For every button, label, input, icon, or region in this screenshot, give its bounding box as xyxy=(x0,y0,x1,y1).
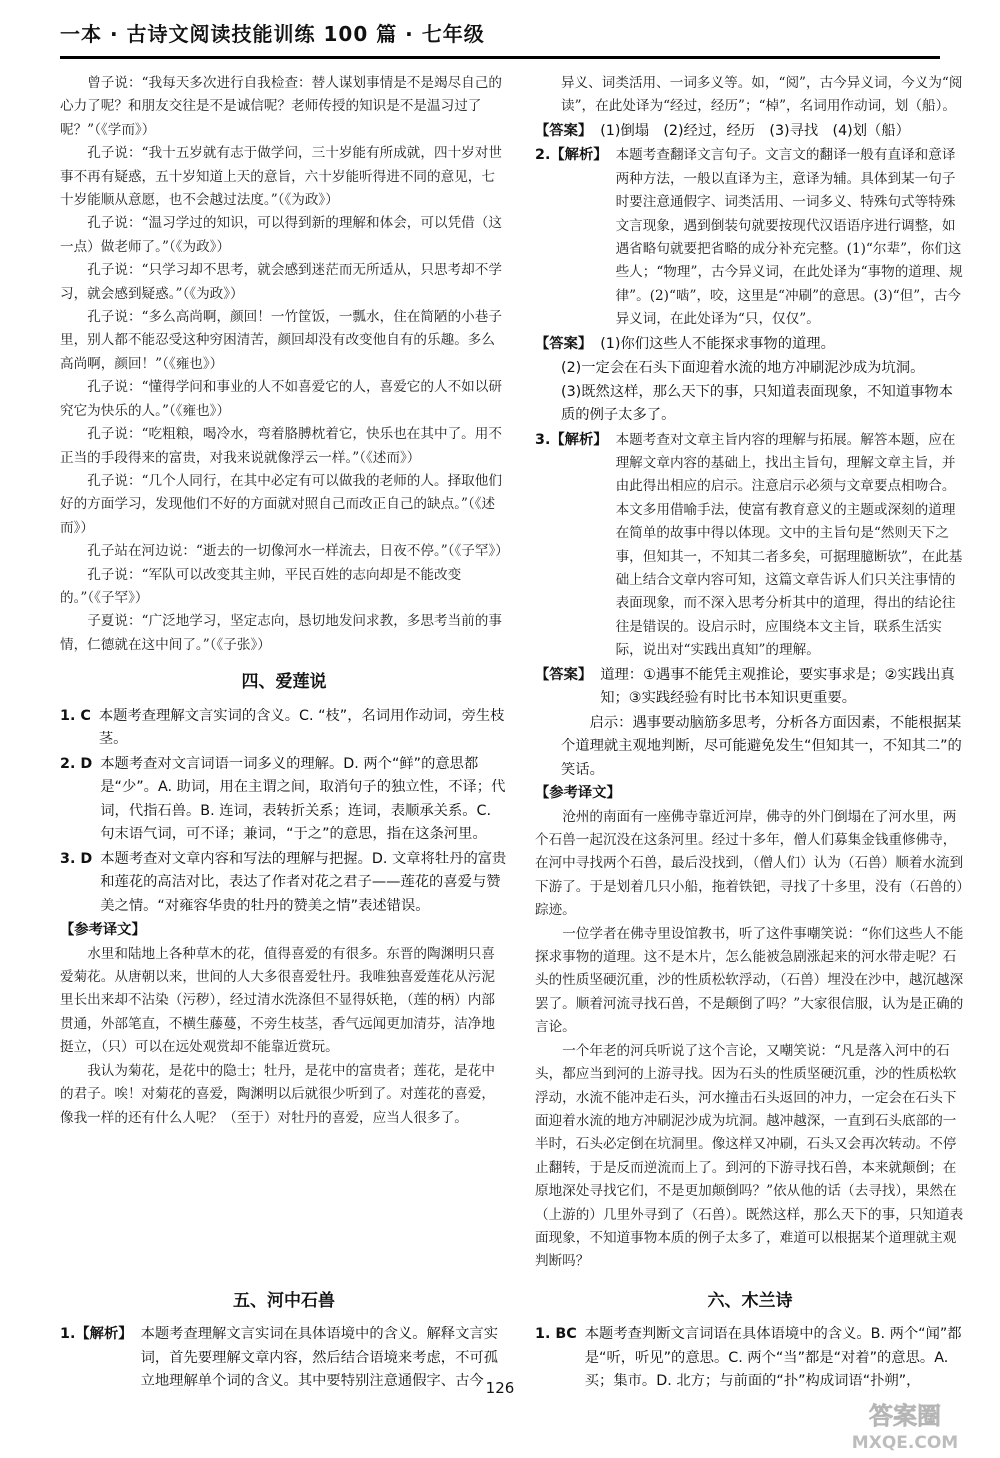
right-column xyxy=(535,72,965,1274)
translation-paragraph: 孔子说：“军队可以改变其主帅，平民百姓的志向却是不能改变的。”（《子罕》） xyxy=(60,566,462,606)
analysis-text: 本题考查判断文言词语在具体语境中的含义。B. 两个“闻”都是“听，听见”的意思。C. 两个“当”都是“对着”的意思。A. 买；集市。D. 北方；与前面的“扑”构成词语“扑朔”， xyxy=(584,1326,962,1389)
translation-paragraph: 孔子说：“吃粗粮，喝冷水，弯着胳膊枕着它，快乐也在其中了。用不正当的手段得来的富贵，对我来说就像浮云一样。”（《述而》） xyxy=(60,426,502,466)
lunyu-translation xyxy=(60,72,508,657)
translation-paragraph: 孔子说：“几个人同行，在其中必定有可以做我的老师的人。择取他们好的方面学习，发现他们不好的方面就对照自己而改正自己的缺点。”（《述而》） xyxy=(60,472,502,536)
translation-paragraph: 我认为菊花，是花中的隐士；牡丹，是花中的富贵者；莲花，是花中的君子。唉！对菊花的喜爱，陶渊明以后就很少听到了。对莲花的喜爱，像我一样的还有什么人呢？（至于）对牡丹的喜爱，应当人很多了。 xyxy=(60,1062,495,1126)
translation-paragraph: 孔子说：“温习学过的知识，可以得到新的理解和体会，可以凭借（这一点）做老师了。”（《为政》） xyxy=(60,215,502,255)
answer-text: (3)既然这样，那么天下的事，只知道表面现象，不知道事物本质的例子太多了。 xyxy=(561,383,953,424)
answer-number: 1. BC xyxy=(535,1326,577,1342)
translation-paragraph: 子夏说：“广泛地学习，坚定志向，恳切地发问求教，多思考当前的事情，仁德就在这中间了。”（《子张》） xyxy=(60,613,502,653)
answer-item xyxy=(535,333,965,357)
answer-number: 2. D xyxy=(60,755,93,772)
reference-translation-label: 【参考译文】 xyxy=(535,785,621,802)
section6-question1 xyxy=(535,1322,965,1395)
question-number: 2. xyxy=(535,147,551,164)
answer-item xyxy=(535,144,965,331)
answer-text: 本题考查理解文言实词的含义。C. “枝”，名词用作动词，旁生枝茎。 xyxy=(98,707,505,748)
answer-text: (2)一定会在石头下面迎着水流的地方冲刷泥沙成为坑洞。 xyxy=(561,360,925,377)
section-title-ailianshuo: 四、爱莲说 xyxy=(241,672,327,693)
watermark-logo-text: 答案圈 xyxy=(869,1402,941,1430)
page-number: 126 xyxy=(485,1379,515,1397)
answer-text: 启示：遇事要动脑筋多思考，分析各方面因素，不能根据某个道理就主观地判断，尽可能避免发生“但知其一，不知其二”的笑话。 xyxy=(561,714,962,778)
answer-item xyxy=(60,848,508,919)
answer-text: 道理：①遇事不能凭主观推论，要实事求是；②实践出真知；③实践经验有时比书本知识更重要。 xyxy=(600,666,955,707)
translation-paragraph: 孔子说：“多么高尚啊，颜回！一竹筐饭，一瓢水，住在简陋的小巷子里，别人都不能忍受这种穷困清苦，颜回却没有改变他自有的乐趣。多么高尚啊，颜回！”（《雍也》） xyxy=(60,309,502,372)
answer-item xyxy=(60,705,508,752)
analysis-continued: 异义、词类活用、一词多义等。如，“阅”，古今异义词，今义为“阅读”，在此处译为“经过，经历”；“棹”，名词用作动词，划（船）。 xyxy=(561,75,963,115)
analysis-tag: 【解析】 xyxy=(550,431,608,448)
answer-tag: 【答案】 xyxy=(535,122,593,139)
header-divider xyxy=(60,56,940,59)
question-number: 3. xyxy=(535,431,551,448)
watermark-logo xyxy=(820,1400,990,1454)
answer-number: 3. D xyxy=(60,850,93,867)
answer-item xyxy=(535,429,965,663)
left-column xyxy=(60,72,508,1130)
answer-item xyxy=(535,664,965,711)
analysis-tag: 【解析】 xyxy=(550,147,608,164)
question-number: 1. xyxy=(60,1326,76,1342)
answer-text: 本题考查对文章内容和写法的理解与把握。D. 文章将牡丹的富贵和莲花的高洁对比，表达了作者对花之君子——莲花的喜爱与赞美之情。“对雍容华贵的牡丹的赞美之情”表述错误。 xyxy=(100,850,507,914)
answer-item xyxy=(535,120,965,144)
reference-translation-label: 【参考译文】 xyxy=(60,922,146,939)
answer-number: 1. C xyxy=(60,707,91,724)
translation-paragraph: 水里和陆地上各种草木的花，值得喜爱的有很多。东晋的陶渊明只喜爱菊花。从唐朝以来，世间的人大多很喜爱牡丹。我唯独喜爱莲花从污泥里长出来却不沾染（污秽），经过清水洗涤但不显得妖艳，（莲的柄）内部贯通，外部笔直，不横生藤蔓，不旁生枝茎，香气远闻更加清芬，洁净地挺立，（只）可以在远处观赏却不能靠近赏玩。 xyxy=(60,945,495,1056)
analysis-text: 本题考查理解文言实词在具体语境中的含义。解释文言实词，首先要理解文章内容，然后结合语境来考虑，不可孤立地理解单个词的含义。其中要特别注意通假字、古今 xyxy=(140,1326,498,1389)
watermark-url: MXQE.COM xyxy=(851,1433,959,1453)
answer-item xyxy=(60,753,508,847)
translation-paragraph: 孔子说：“懂得学问和事业的人不如喜爱它的人，喜爱它的人不如以研究它为快乐的人。”（《雍也》） xyxy=(60,379,502,419)
translation-paragraph: 孔子说：“只学习却不思考，就会感到迷茫而无所适从，只思考却不学习，就会感到疑惑。”（《为政》） xyxy=(60,262,502,302)
answer-item xyxy=(535,1323,965,1394)
translation-paragraph: 孔子说：“我十五岁就有志于做学问，三十岁能有所成就，四十岁对世事不再有疑惑，五十岁知道上天的意旨，六十岁能听得进不同的意见，七十岁能顺从意愿，也不会越过法度。”（《为政》） xyxy=(60,145,502,209)
answer-tag: 【答案】 xyxy=(535,335,593,352)
answer-text: 本题考查对文言词语一词多义的理解。D. 两个“鲜”的意思都是“少”。A. 助词，用在主谓之间，取消句子的独立性，不译；代词，代指石兽。B. 连词，表转折关系；连词，表顺承关系。C. 句末语气词，可不译；兼词，“于之”的意思，指在这条河里。 xyxy=(100,755,506,843)
answer-text: (1)你们这些人不能探求事物的道理。 xyxy=(600,335,835,352)
book-header-title: 一本 · 古诗文阅读技能训练 100 篇 · 七年级 xyxy=(60,22,485,46)
translation-paragraph: 曾子说：“我每天多次进行自我检查：替人谋划事情是不是竭尽自己的心力了呢？和朋友交往是不是诚信呢？老师传授的知识是不是温习过了呢？”（《学而》） xyxy=(60,75,502,138)
section-title-hezhongshishou: 五、河中石兽 xyxy=(233,1291,335,1311)
translation-paragraph: 沧州的南面有一座佛寺靠近河岸，佛寺的外门倒塌在了河水里，两个石兽一起沉没在这条河里。经过十多年，僧人们募集金钱重修佛寺，在河中寻找两个石兽，最后没找到，（僧人们）认为（石兽）顺着水流到下游了。于是划着几只小船，拖着铁钯，寻找了十多里，没有（石兽的）踪迹。 xyxy=(535,808,964,919)
answer-text: (1)倒塌 (2)经过，经历 (3)寻找 (4)划（船） xyxy=(600,122,910,139)
analysis-tag: 【解析】 xyxy=(75,1326,133,1342)
section5-question1 xyxy=(60,1322,508,1395)
answer-number xyxy=(60,1323,133,1394)
section-title-mulanshi: 六、木兰诗 xyxy=(707,1291,793,1311)
answer-item xyxy=(60,1323,508,1394)
analysis-text: 本题考查翻译文言句子。文言文的翻译一般有直译和意译两种方法，一般以直译为主，意译为辅。具体到某一句子时要注意通假字、词类活用、一词多义、特殊句式等特殊文言现象，遇到倒装句就要按现代汉语语序进行调整，如遇省略句就要把省略的成分补充完整。(1)“尔辈”，你们这些人；“物理”，古今异义词，在此处译为“事物的道理、规律”。(2)“啮”，咬，这里是“冲刷”的意思。(3)“但”，古今异义词，在此处译为“只，仅仅”。 xyxy=(615,147,963,328)
translation-paragraph: 一个年老的河兵听说了这个言论，又嘲笑说：“凡是落入河中的石头，都应当到河的上游寻找。因为石头的性质坚硬沉重，沙的性质松软浮动，水流不能冲走石头，河水撞击石头返回的冲力，一定会在石头下面迎着水流的地方冲刷泥沙成为坑洞。越冲越深，一直到石头底部的一半时，石头必定倒在坑洞里。像这样又冲刷，石头又会再次转动。不停止翻转，于是反而逆流而上了。到河的下游寻找石兽，本来就颠倒；在原地深处寻找它们，不是更加颠倒吗？”依从他的话（去寻找），果然在（上游的）几里外寻到了（石兽）。既然这样，那么天下的事，只知道表面现象，不知道事物本质的例子太多了，难道可以根据某个道理就主观判断吗？ xyxy=(535,1042,964,1270)
answer-tag: 【答案】 xyxy=(535,666,593,683)
answer-number xyxy=(535,429,608,663)
answer-number xyxy=(535,144,608,331)
translation-paragraph: 一位学者在佛寺里设馆教书，听了这件事嘲笑说：“你们这些人不能探求事物的道理。这不是木片，怎么能被急剧涨起来的河水带走呢？石头的性质坚硬沉重，沙的性质松软浮动，（石兽）埋没在沙中，越沉越深罢了。顺着河流寻找石兽，不是颠倒了吗？”大家很信服，认为是正确的言论。 xyxy=(535,925,964,1036)
analysis-text: 本题考查对文章主旨内容的理解与拓展。解答本题，应在理解文章内容的基础上，找出主旨句，理解文章主旨，并由此得出相应的启示。注意启示必须与文章要点相吻合。本文多用借喻手法，使富有教育意义的主题或深刻的道理在简单的故事中得以体现。文中的主旨句是“然则天下之事，但知其一，不知其二者多矣，可据理臆断欤”，在此基础上结合文章内容可知，这篇文章告诉人们只关注事情的表面现象，而不深入思考分析其中的道理，得出的结论往往是错误的。设启示时，应围绕本文主旨，联系生活实际，说出对“实践出真知”的理解。 xyxy=(615,431,963,659)
translation-paragraph: 孔子站在河边说：“逝去的一切像河水一样流去，日夜不停。”（《子罕》） xyxy=(87,543,509,560)
